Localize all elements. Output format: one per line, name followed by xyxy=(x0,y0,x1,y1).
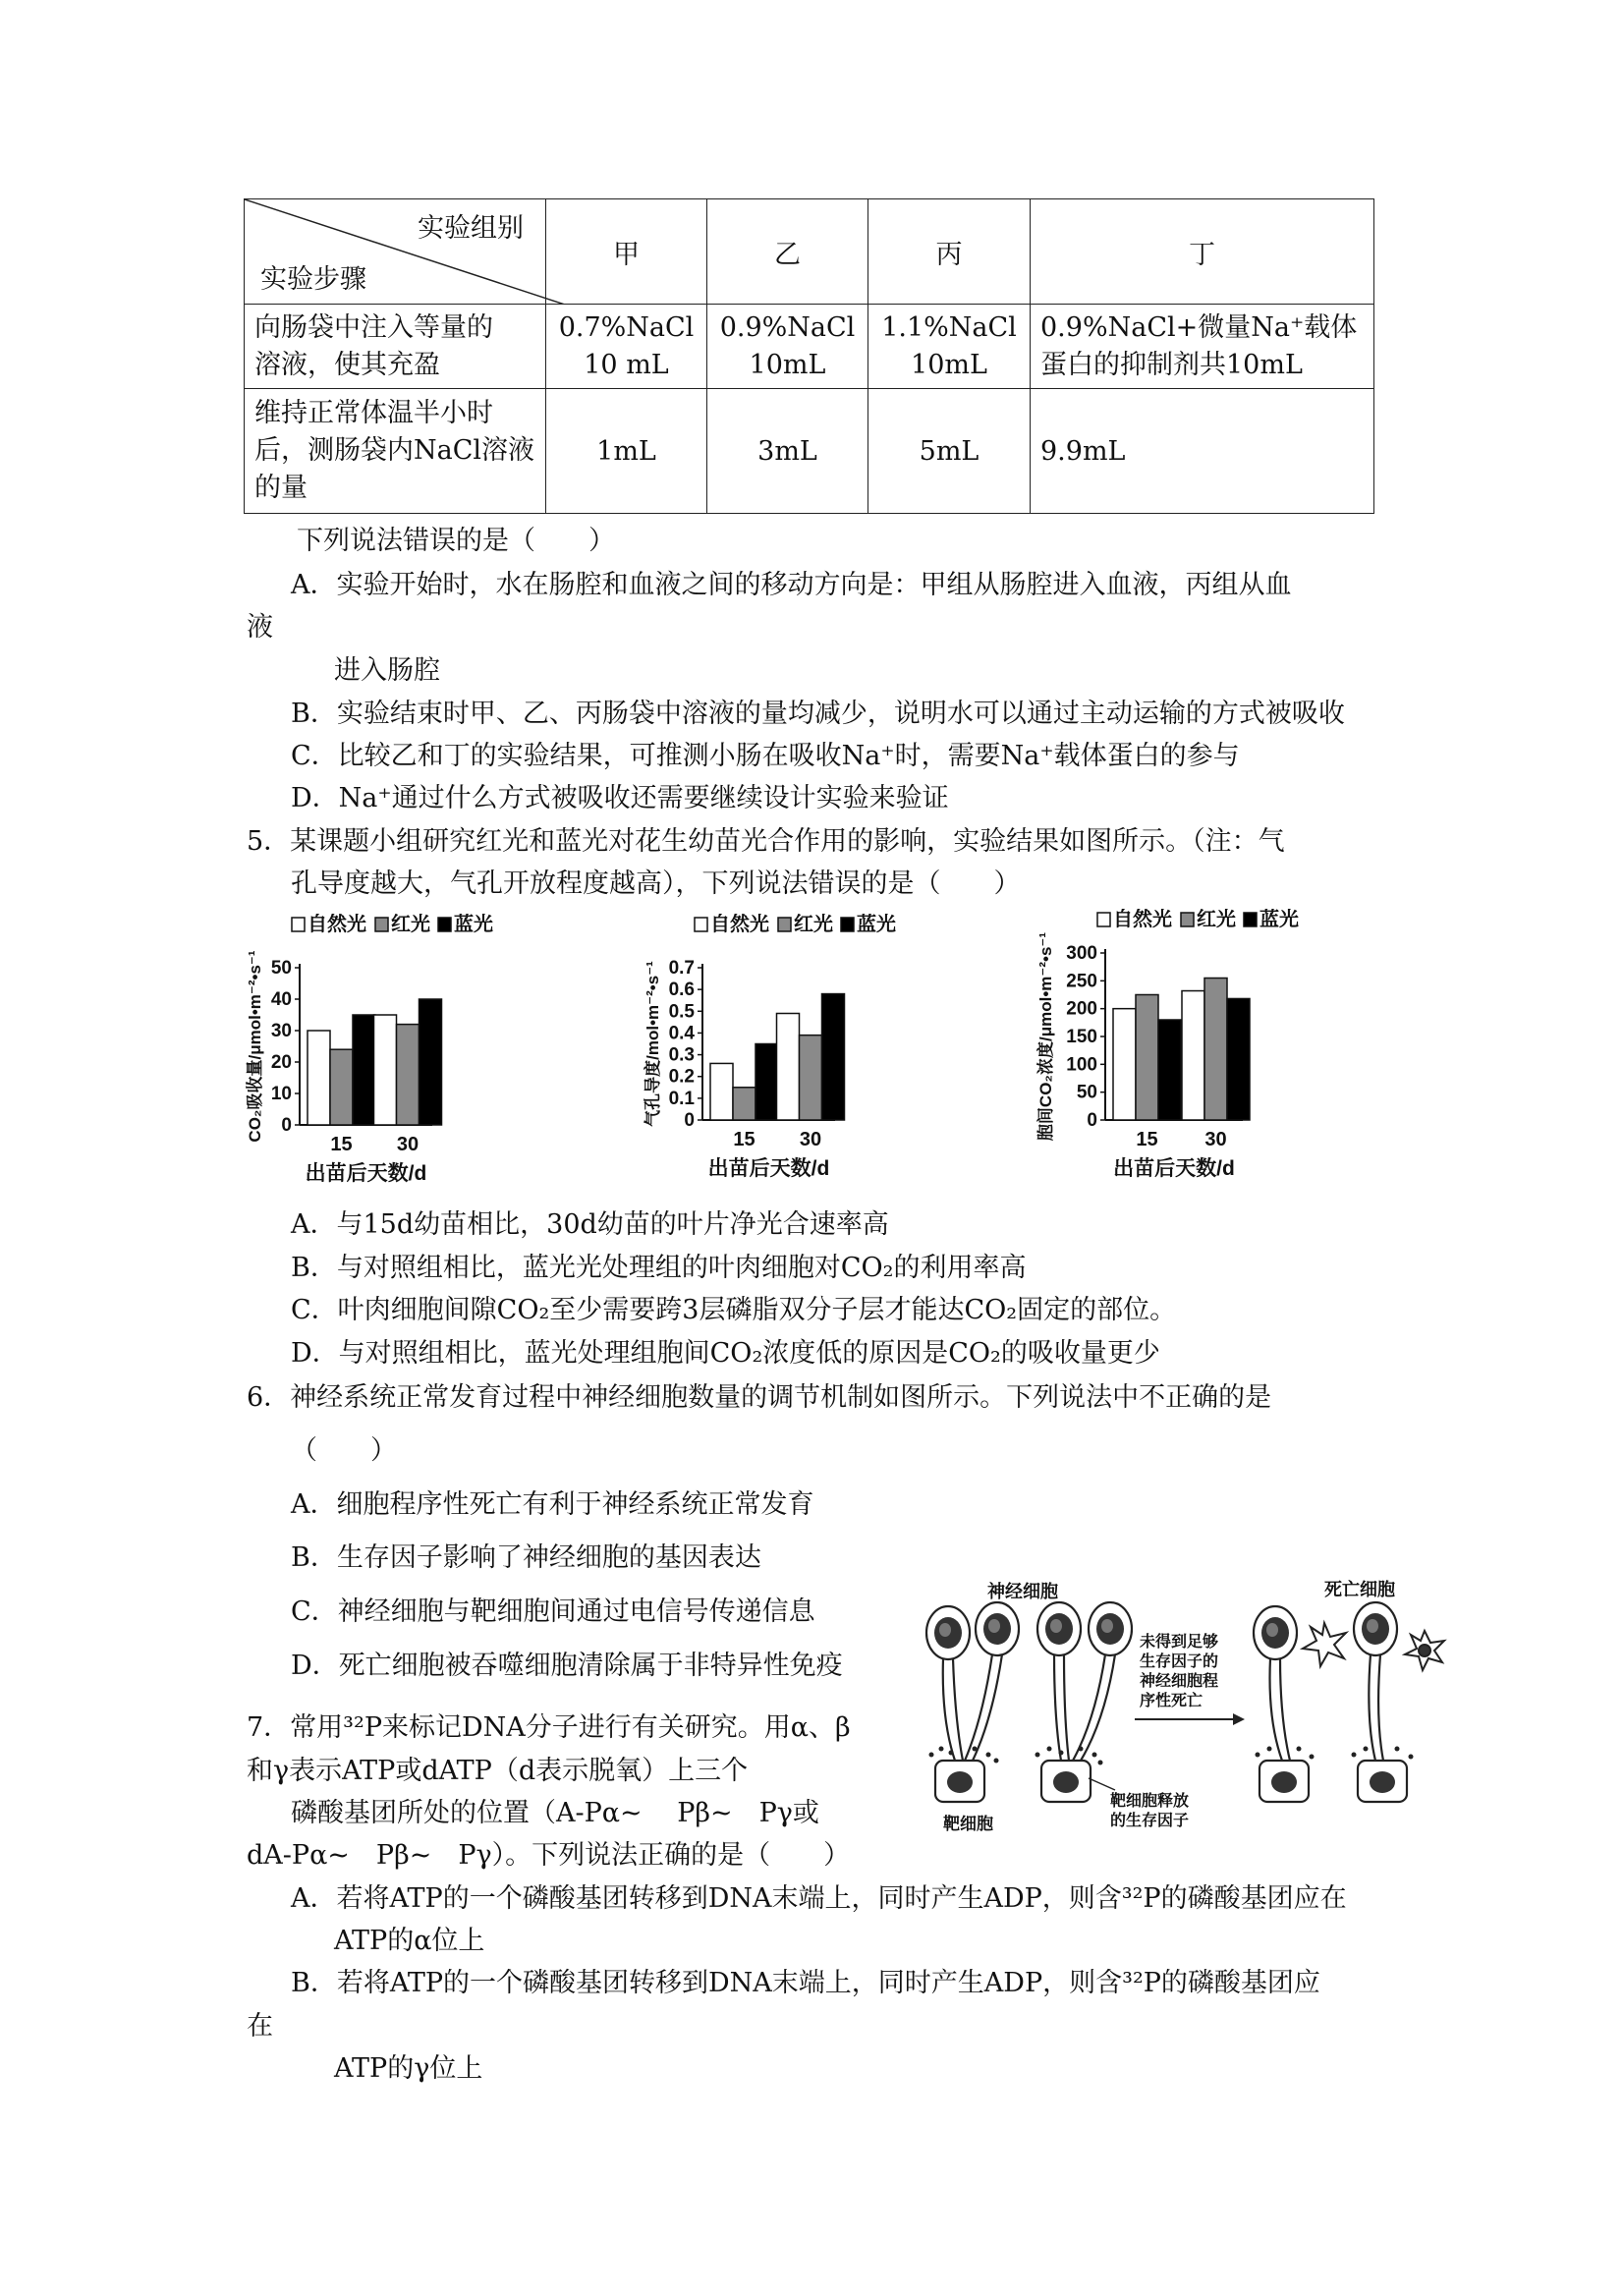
legend-swatch xyxy=(1097,913,1110,926)
bar xyxy=(777,1014,800,1121)
bar xyxy=(1204,979,1227,1121)
bar xyxy=(822,994,845,1120)
y-tick-label: 100 xyxy=(1066,1054,1097,1076)
x-tick-label: 30 xyxy=(799,1129,822,1150)
bar xyxy=(308,1031,330,1125)
q5-option-a: A．与15d幼苗相比，30d幼苗的叶片净光合速率高 xyxy=(291,1209,889,1240)
y-axis-label: CO₂吸收量/μmol•m⁻²•s⁻¹ xyxy=(246,950,264,1143)
col-header: 丙 xyxy=(868,199,1031,305)
legend-swatch xyxy=(438,918,451,931)
y-axis-label: 胞间CO₂浓度/μmol•m⁻²•s⁻¹ xyxy=(1036,931,1055,1142)
bar xyxy=(756,1044,778,1121)
q4-stem: 下列说法错误的是（ ） xyxy=(297,526,615,556)
y-tick-label: 0.4 xyxy=(668,1023,695,1044)
row-label: 维持正常体温半小时 后，测肠袋内NaCl溶液 的量 xyxy=(245,389,546,514)
dead-cell-label: 死亡细胞 xyxy=(1324,1580,1395,1600)
legend-swatch xyxy=(1181,913,1194,926)
q6-option-a: A．细胞程序性死亡有利于神经系统正常发育 xyxy=(291,1489,814,1520)
col-header: 甲 xyxy=(546,199,707,305)
q5-option-b: B．与对照组相比，蓝光光处理组的叶肉细胞对CO₂的利用率高 xyxy=(291,1253,1027,1283)
legend-label: 蓝光 xyxy=(857,914,896,935)
arrow-text-3: 神经细胞程 xyxy=(1140,1671,1219,1690)
bar xyxy=(1136,995,1158,1121)
table-cell: 9.9mL xyxy=(1031,389,1374,514)
legend-label: 自然光 xyxy=(1113,909,1172,930)
q7-option-a-cont: ATP的α位上 xyxy=(334,1926,485,1956)
table-cell: 1mL xyxy=(546,389,707,514)
table-cell: 3mL xyxy=(707,389,868,514)
q4-option-a-cont: 液 xyxy=(247,612,273,643)
bar xyxy=(353,1015,375,1125)
q6-option-d: D．死亡细胞被吞噬细胞清除属于非特异性免疫 xyxy=(291,1651,843,1681)
y-tick-label: 300 xyxy=(1066,943,1097,964)
survival-factor-dots xyxy=(929,1747,1103,1765)
y-axis-label: 气孔导度/mol•m⁻²•s⁻¹ xyxy=(644,961,662,1127)
q6-option-c: C．神经细胞与靶细胞间通过电信号传递信息 xyxy=(291,1596,815,1627)
co2-uptake-chart xyxy=(241,914,634,1184)
legend-swatch xyxy=(778,918,791,931)
arrow-text-2: 生存因子的 xyxy=(1140,1652,1219,1670)
factor-text-2: 的生存因子 xyxy=(1110,1811,1190,1829)
x-tick-label: 15 xyxy=(330,1134,353,1155)
y-tick-label: 200 xyxy=(1066,998,1097,1020)
y-tick-label: 0.6 xyxy=(668,980,695,1001)
q4-option-c: C．比较乙和丁的实验结果，可推测小肠在吸收Na⁺时，需要Na⁺载体蛋白的参与 xyxy=(291,741,1240,771)
x-tick-label: 30 xyxy=(396,1134,420,1155)
col-header: 丁 xyxy=(1031,199,1374,305)
x-tick-label: 15 xyxy=(733,1129,756,1150)
legend-label: 蓝光 xyxy=(454,914,493,935)
q7-stem-1: 7．常用³²P来标记DNA分子进行有关研究。用α、β xyxy=(247,1712,851,1743)
arrow-text-1: 未得到足够 xyxy=(1140,1632,1219,1651)
bar xyxy=(420,999,442,1125)
y-tick-label: 0 xyxy=(281,1115,292,1136)
x-tick-label: 15 xyxy=(1136,1129,1158,1150)
row-label: 向肠袋中注入等量的 溶液，使其充盈 xyxy=(245,305,546,389)
q7-stem-2: 和γ表示ATP或dATP（d表示脱氧）上三个 xyxy=(247,1756,749,1786)
y-tick-label: 50 xyxy=(270,958,292,979)
x-axis-label: 出苗后天数/d xyxy=(1113,1157,1235,1180)
bar xyxy=(374,1015,397,1125)
table-cell: 5mL xyxy=(868,389,1031,514)
table-cell: 0.7%NaCl 10 mL xyxy=(546,305,707,389)
table-header-corner xyxy=(245,199,546,305)
y-tick-label: 50 xyxy=(1076,1082,1097,1103)
q6-stem: 6．神经系统正常发育过程中神经细胞数量的调节机制如图所示。下列说法中不正确的是 xyxy=(247,1382,1272,1413)
table-cell: 1.1%NaCl 10mL xyxy=(868,305,1031,389)
legend-swatch xyxy=(375,918,388,931)
legend-swatch xyxy=(1244,913,1257,926)
y-tick-label: 0.3 xyxy=(668,1044,695,1066)
x-axis-label: 出苗后天数/d xyxy=(305,1162,427,1184)
y-tick-label: 30 xyxy=(270,1021,292,1041)
bar xyxy=(397,1025,420,1125)
y-tick-label: 0.7 xyxy=(668,958,695,979)
bar xyxy=(330,1049,353,1125)
q7-option-b-cont: 在 xyxy=(247,2011,273,2042)
legend-label: 蓝光 xyxy=(1259,909,1299,930)
q7-option-a: A．若将ATP的一个磷酸基团转移到DNA末端上，同时产生ADP，则含³²P的磷酸基团应在 xyxy=(291,1883,1347,1914)
target-cell-label: 靶细胞 xyxy=(943,1815,993,1834)
q5-stem-cont: 孔导度越大，气孔开放程度越高），下列说法错误的是（ ） xyxy=(291,868,1021,899)
y-tick-label: 0.5 xyxy=(668,1001,695,1023)
q5-stem: 5．某课题小组研究红光和蓝光对花生幼苗光合作用的影响，实验结果如图所示。（注：气 xyxy=(247,826,1285,857)
arrow-icon xyxy=(1135,1713,1245,1725)
table-cell: 0.9%NaCl+微量Na⁺载体 蛋白的抑制剂共10mL xyxy=(1031,305,1374,389)
y-tick-label: 40 xyxy=(270,989,292,1010)
factor-text-1: 靶细胞释放 xyxy=(1110,1791,1190,1810)
q4-option-d: D．Na⁺通过什么方式被吸收还需要继续设计实验来验证 xyxy=(291,783,949,813)
q6-paren: （ ） xyxy=(291,1435,397,1466)
q5-option-d: D．与对照组相比，蓝光处理组胞间CO₂浓度低的原因是CO₂的吸收量更少 xyxy=(291,1338,1160,1369)
q7-stem-4: dA-Pα~ Pβ~ Pγ）。下列说法正确的是（ ） xyxy=(247,1840,851,1871)
y-tick-label: 20 xyxy=(270,1052,292,1073)
col-header: 乙 xyxy=(707,199,868,305)
legend-label: 自然光 xyxy=(308,914,366,935)
legend-label: 红光 xyxy=(794,914,833,935)
y-tick-label: 0.1 xyxy=(668,1088,695,1109)
bar xyxy=(710,1063,733,1120)
diag-top-label: 实验组别 xyxy=(418,213,524,244)
q7-option-b: B．若将ATP的一个磷酸基团转移到DNA末端上，同时产生ADP，则含³²P的磷酸基团应 xyxy=(291,1968,1320,1998)
q5-option-c: C．叶肉细胞间隙CO₂至少需要跨3层磷脂双分子层才能达CO₂固定的部位。 xyxy=(291,1295,1177,1325)
legend-swatch xyxy=(695,918,707,931)
diag-bottom-label: 实验步骤 xyxy=(260,264,366,295)
intercellular-co2-chart xyxy=(1032,909,1425,1184)
bar xyxy=(1158,1020,1181,1120)
legend-swatch xyxy=(292,918,305,931)
bar xyxy=(733,1088,756,1120)
bar xyxy=(1182,991,1204,1120)
target-cell xyxy=(935,1761,1091,1802)
y-tick-label: 0.2 xyxy=(668,1066,695,1088)
y-tick-label: 150 xyxy=(1066,1027,1097,1047)
x-tick-label: 30 xyxy=(1204,1129,1227,1150)
x-axis-label: 出苗后天数/d xyxy=(707,1157,830,1180)
experiment-table xyxy=(244,198,1374,514)
legend-label: 红光 xyxy=(391,914,430,935)
q4-option-a: A．实验开始时，水在肠腔和血液之间的移动方向是：甲组从肠腔进入血液，丙组从血 xyxy=(291,570,1292,600)
neuron-diagram xyxy=(914,1572,1454,1837)
bar xyxy=(1227,998,1250,1120)
table-cell: 0.9%NaCl 10mL xyxy=(707,305,868,389)
q7-stem-3: 磷酸基团所处的位置（A-Pα~ Pβ~ Pγ或 xyxy=(291,1798,819,1828)
y-tick-label: 0 xyxy=(1087,1110,1097,1131)
pointer-line xyxy=(1089,1778,1115,1790)
bar xyxy=(1113,1009,1136,1120)
y-tick-label: 250 xyxy=(1066,971,1097,992)
q7-option-b-cont: ATP的γ位上 xyxy=(334,2053,483,2084)
neuron-label: 神经细胞 xyxy=(987,1582,1058,1602)
legend-swatch xyxy=(841,918,854,931)
q6-option-b: B．生存因子影响了神经细胞的基因表达 xyxy=(291,1542,761,1573)
stomatal-conductance-chart xyxy=(639,914,1032,1184)
legend-label: 自然光 xyxy=(710,914,769,935)
target-cell xyxy=(1259,1761,1407,1802)
arrow-text-4: 序性死亡 xyxy=(1140,1691,1203,1709)
bar xyxy=(800,1036,822,1120)
y-tick-label: 10 xyxy=(270,1084,292,1104)
legend-label: 红光 xyxy=(1197,909,1236,930)
q4-option-a-cont: 进入肠腔 xyxy=(334,655,440,686)
y-tick-label: 0 xyxy=(684,1110,695,1131)
q4-option-b: B．实验结束时甲、乙、丙肠袋中溶液的量均减少，说明水可以通过主动运输的方式被吸收 xyxy=(291,699,1345,729)
